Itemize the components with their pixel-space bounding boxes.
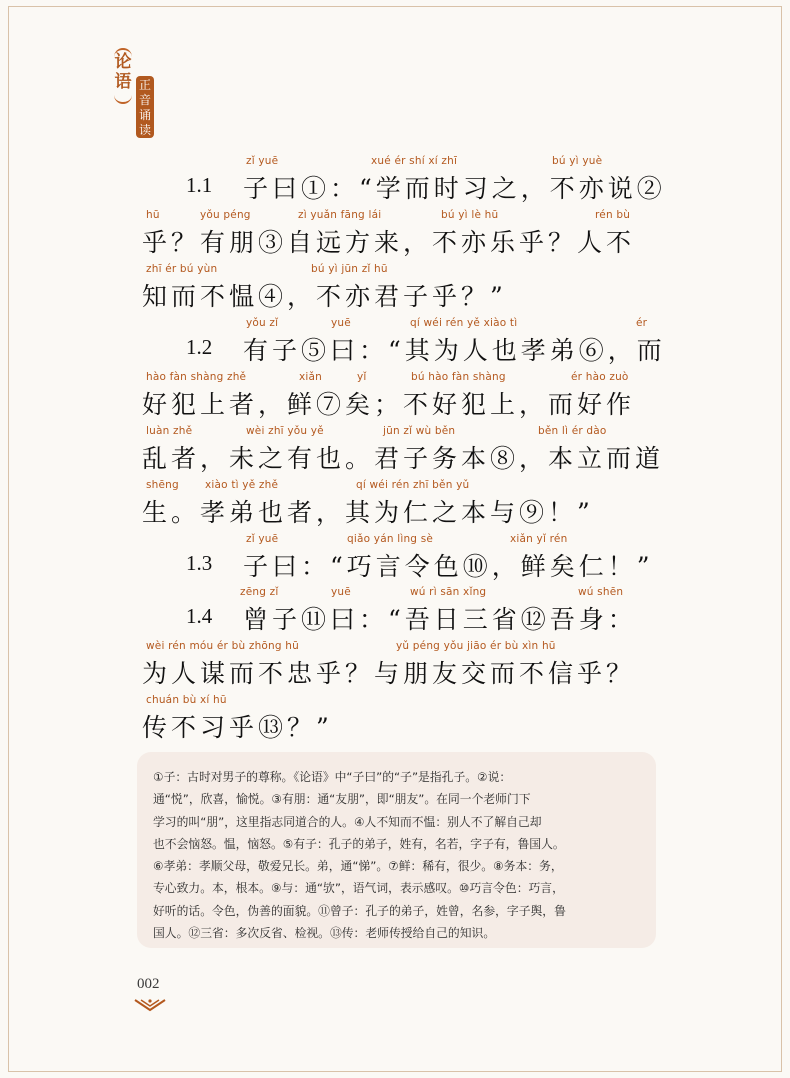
text-line xyxy=(0,586,790,636)
pinyin-annotation: zǐ yuē xyxy=(246,533,279,545)
text-line xyxy=(0,317,790,367)
note-line: 通“悦”，欣喜，愉悦。③有朋：通“友朋”，即“朋友”。在同一个老师门下 xyxy=(153,792,531,807)
pinyin-annotation: ér xyxy=(636,317,648,329)
note-line: 好听的话。令色，伪善的面貌。⑪曾子：孔子的弟子，姓曾，名参，字子舆，鲁 xyxy=(153,903,566,918)
passage-text: 乱者，未之有也。君子务本⑧，本立而道 xyxy=(142,444,665,473)
notes-box xyxy=(137,752,656,948)
passage-text: 子曰：“巧言令色⑩，鲜矣仁！” xyxy=(243,552,654,581)
pinyin-annotation: shēng xyxy=(146,479,179,491)
page-ornament-icon xyxy=(133,998,167,1012)
pinyin-annotation: xiào tì yě zhě xyxy=(205,479,279,491)
pinyin-annotation: wèi zhī yǒu yě xyxy=(246,425,324,437)
pinyin-annotation: xiǎn xyxy=(299,371,323,383)
passage-text: 乎？有朋③自远方来，不亦乐乎？人不 xyxy=(142,228,636,257)
text-line xyxy=(0,155,790,205)
passage-text: 子曰①：“学而时习之，不亦说② xyxy=(243,174,666,203)
pinyin-annotation: jūn zǐ wù běn xyxy=(383,425,456,437)
passage-number: 1.1 xyxy=(186,173,213,197)
pinyin-annotation: bú yì lè hū xyxy=(441,209,499,221)
note-line: ⑥孝弟：孝顺父母，敬爱兄长。弟，通“悌”。⑦鲜：稀有，很少。⑧务本：务， xyxy=(153,859,563,874)
pinyin-annotation: zhī ér bú yùn xyxy=(146,263,218,275)
pinyin-annotation: wú rì sān xǐng xyxy=(410,586,487,598)
note-line: ①子：古时对男子的尊称。《论语》中“子曰”的“子”是指孔子。②说： xyxy=(153,770,512,784)
notes-list xyxy=(153,766,642,944)
pinyin-annotation: ér hào zuò xyxy=(571,371,629,383)
passage-text: 好犯上者，鲜⑦矣；不好犯上，而好作 xyxy=(142,390,636,419)
pinyin-annotation: yuē xyxy=(331,317,351,329)
pinyin-annotation: yǒu zǐ xyxy=(246,317,279,329)
book-title: 论语 xyxy=(114,52,132,92)
text-line xyxy=(0,371,790,421)
note-line: 国人。⑫三省：多次反省、检视。⑬传：老师传授给自己的知识。 xyxy=(153,926,496,941)
pinyin-annotation: qiǎo yán lìng sè xyxy=(347,533,434,545)
pinyin-annotation: zēng zǐ xyxy=(240,586,279,598)
pinyin-annotation: xiǎn yǐ rén xyxy=(510,533,568,545)
passage-text: 曾子⑪曰：“吾日三省⑫吾身： xyxy=(243,605,637,634)
pinyin-annotation: wú shēn xyxy=(578,586,624,598)
passage-text: 为人谋而不忠乎？与朋友交而不信乎？ xyxy=(142,659,636,688)
pinyin-annotation: bú hào fàn shàng xyxy=(411,371,506,383)
passage-number: 1.4 xyxy=(186,604,213,628)
text-line xyxy=(0,640,790,690)
pinyin-annotation: bú yì yuè xyxy=(552,155,603,167)
note-line: 学习的叫“朋”，这里指志同道合的人。④人不知而不愠：别人不了解自己却 xyxy=(153,814,542,829)
passage-number: 1.2 xyxy=(186,335,213,359)
pinyin-annotation: hào fàn shàng zhě xyxy=(146,371,247,383)
text-line xyxy=(0,533,790,583)
pinyin-annotation: zǐ yuē xyxy=(246,155,279,167)
passage-text: 有子⑤曰：“其为人也孝弟⑥，而 xyxy=(243,336,666,365)
passage-number: 1.3 xyxy=(186,551,213,575)
text-line xyxy=(0,263,790,313)
book-subtitle: 正音诵读 xyxy=(136,76,154,138)
pinyin-annotation: qí wéi rén zhī běn yǔ xyxy=(356,479,470,491)
text-line xyxy=(0,479,790,529)
pinyin-annotation: yǔ péng yǒu jiāo ér bù xìn hū xyxy=(396,640,556,652)
pinyin-annotation: bú yì jūn zǐ hū xyxy=(311,263,388,275)
text-line xyxy=(0,425,790,475)
pinyin-annotation: qí wéi rén yě xiào tì xyxy=(410,317,518,329)
note-line: 专心致力。本，根本。⑨与：通“欤”，语气词，表示感叹。⑩巧言令色：巧言， xyxy=(153,881,564,896)
pinyin-annotation: běn lì ér dào xyxy=(538,425,607,437)
text-line xyxy=(0,694,790,744)
pinyin-annotation: yǐ xyxy=(357,371,367,383)
passage-text: 生。孝弟也者，其为仁之本与⑨！” xyxy=(142,498,594,527)
pinyin-annotation: zì yuǎn fāng lái xyxy=(298,209,382,221)
passage-text: 知而不愠④，不亦君子乎？” xyxy=(142,282,507,311)
pinyin-annotation: wèi rén móu ér bù zhōng hū xyxy=(146,640,300,652)
pinyin-annotation: xué ér shí xí zhī xyxy=(371,155,458,167)
passage-text: 传不习乎⑬？” xyxy=(142,713,333,742)
pinyin-annotation: chuán bù xí hū xyxy=(146,694,227,706)
page-number: 002 xyxy=(137,976,160,992)
pinyin-annotation: hū xyxy=(146,209,160,221)
pinyin-annotation: luàn zhě xyxy=(146,425,193,437)
text-line xyxy=(0,209,790,259)
pinyin-annotation: yǒu péng xyxy=(200,209,251,221)
pinyin-annotation: yuē xyxy=(331,586,351,598)
pinyin-annotation: rén bù xyxy=(595,209,631,221)
note-line: 也不会恼怒。愠，恼怒。⑤有子：孔子的弟子，姓有，名若，字子有，鲁国人。 xyxy=(153,836,565,851)
